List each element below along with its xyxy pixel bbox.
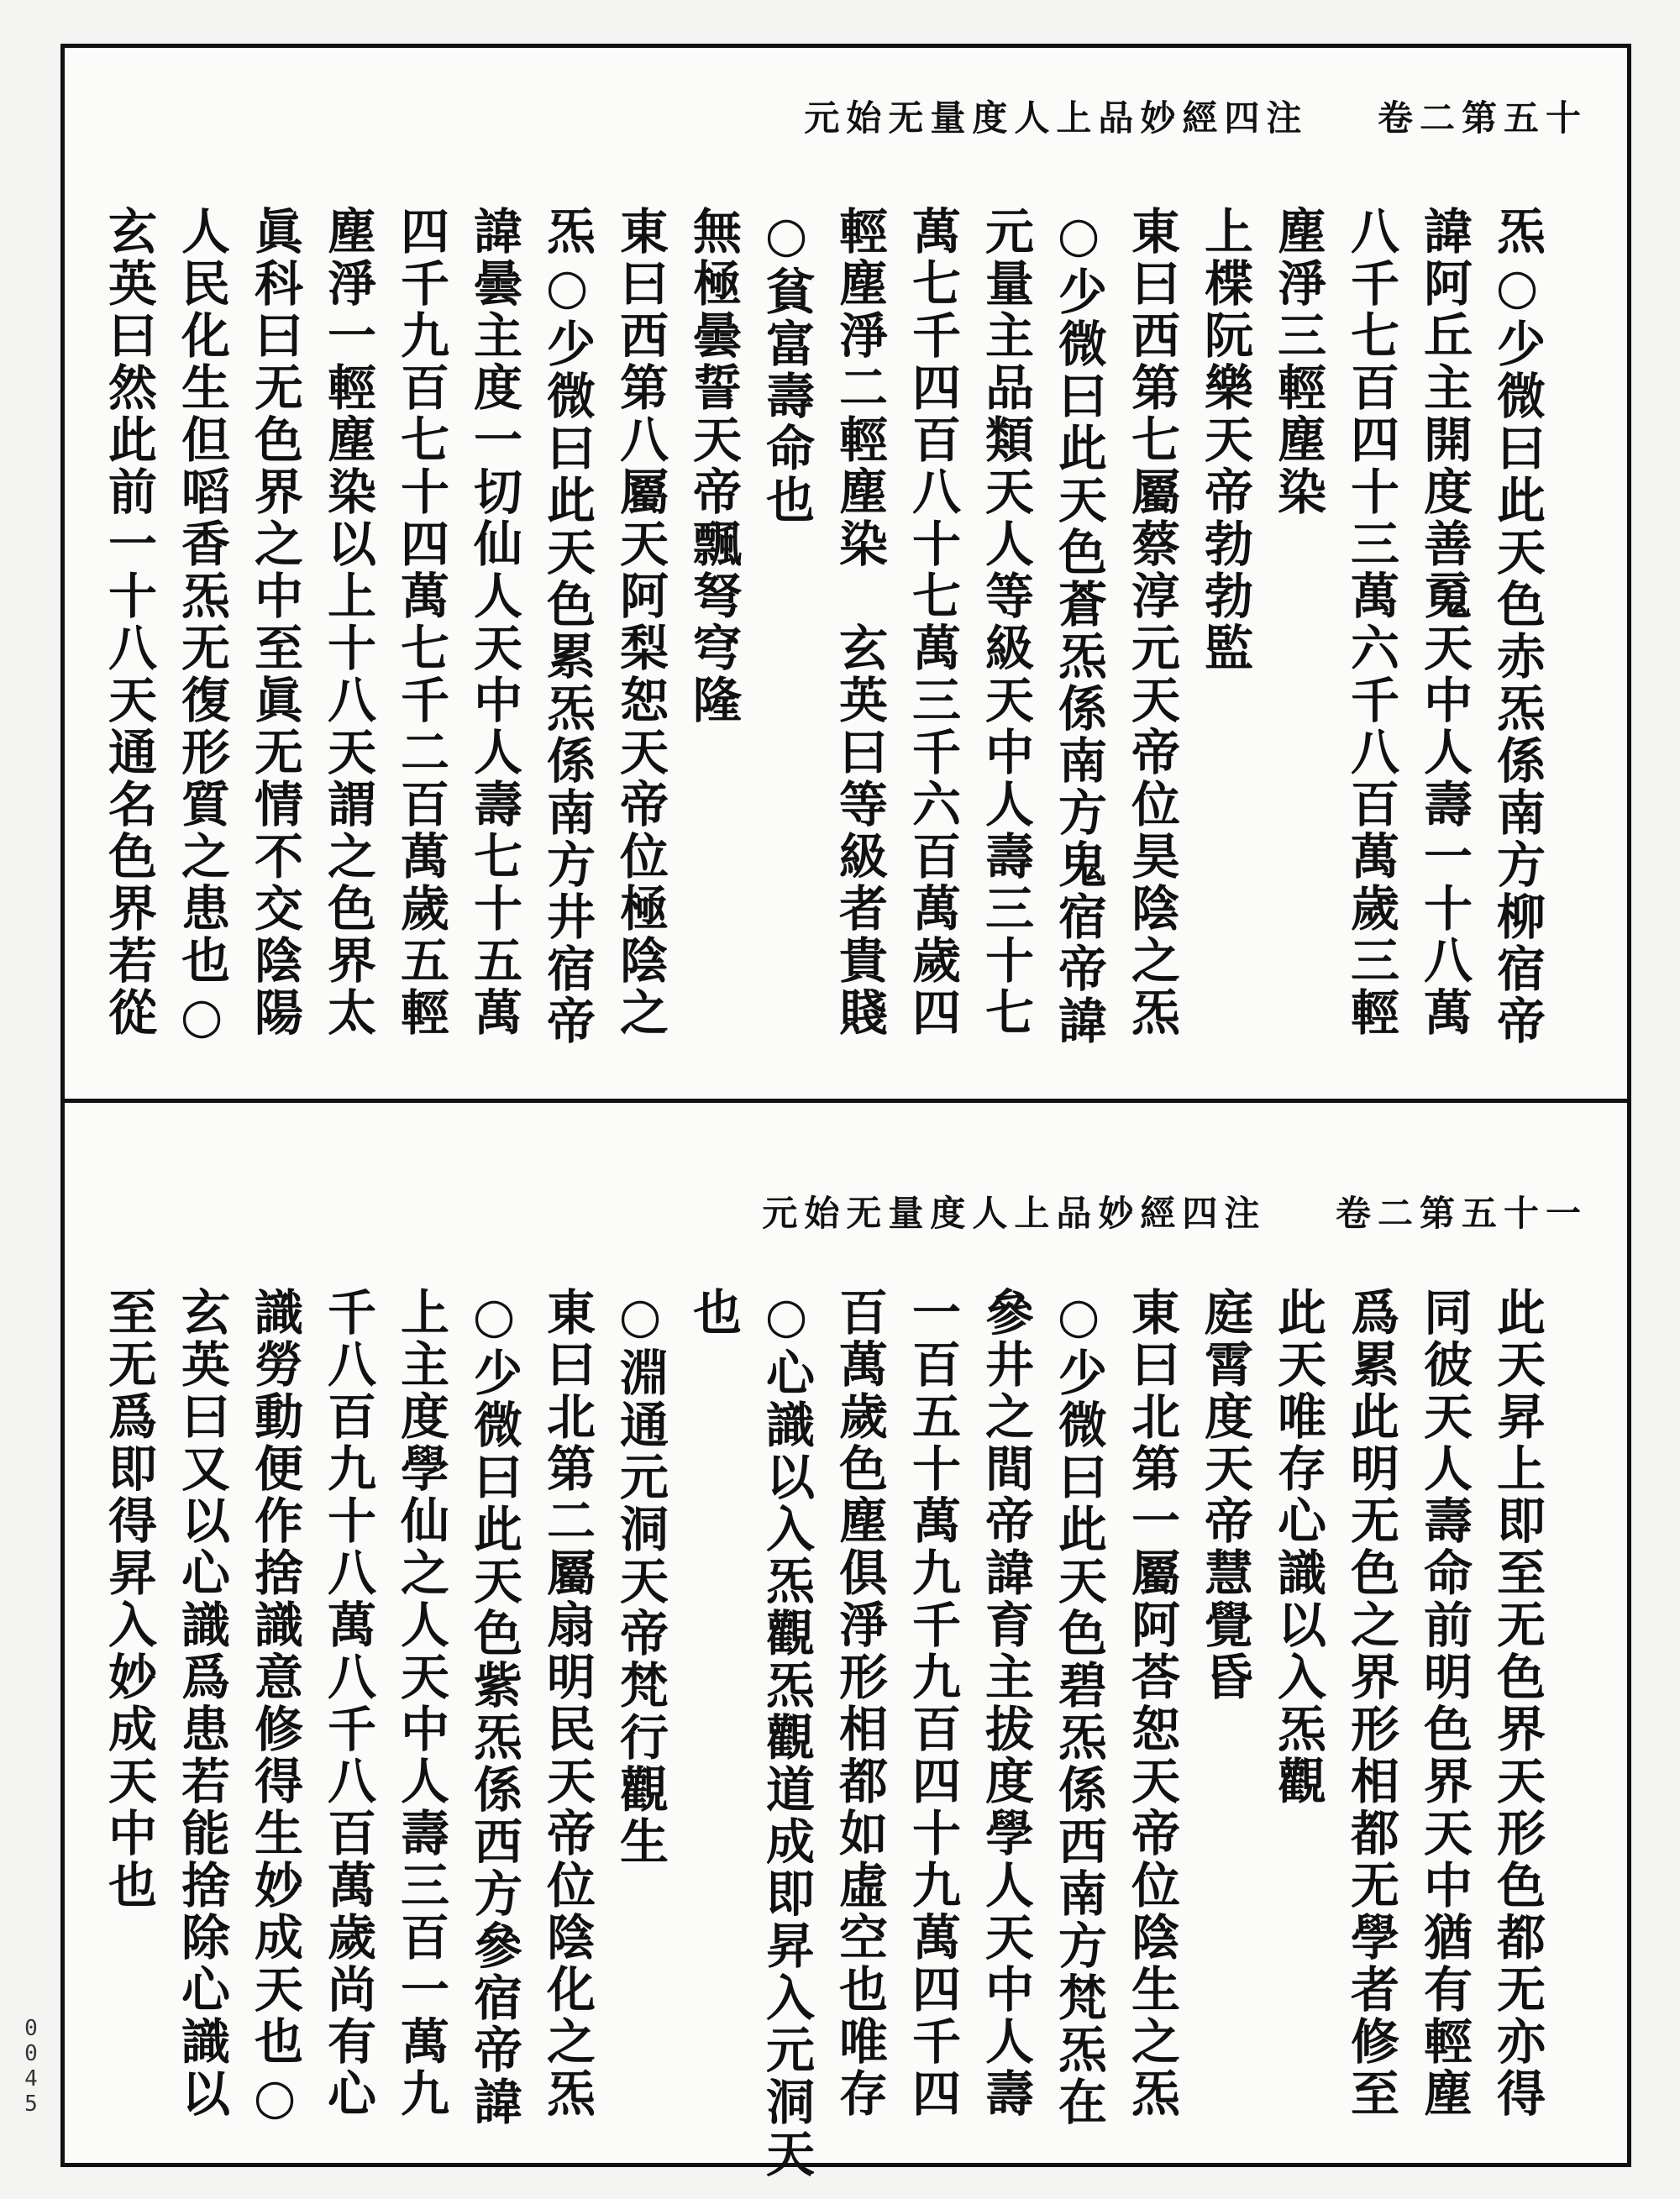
top-panel-text-column: 塵淨一輕塵染以上十八天謂之色界太 bbox=[319, 206, 376, 1039]
bottom-panel-text-column: 參井之間帝諱育主拔度學人天中人壽 bbox=[977, 1287, 1034, 2120]
bottom-panel-text-column: 百萬歲色塵俱淨形相都如虛空也唯存 bbox=[831, 1287, 888, 2120]
bottom-panel-text-column: 此天昇上即至无色界天形色都无亦得 bbox=[1488, 1287, 1546, 2120]
bottom-panel-text-column: 同彼天人壽命前明色界天中猶有輕塵 bbox=[1415, 1287, 1473, 2120]
top-panel-text-column: 炁○少微曰此天色累炁係南方井宿帝 bbox=[538, 206, 596, 1047]
top-panel-text-column: 萬七千四百八十七萬三千六百萬歲四 bbox=[904, 206, 961, 1039]
bottom-panel-text-column: 至无爲即得昇入妙成天中也 bbox=[100, 1287, 157, 1912]
top-header bbox=[496, 91, 1588, 143]
top-header-juan: 卷二第五十 bbox=[1377, 97, 1588, 139]
bottom-panel-text-column: 一百五十萬九千九百四十九萬四千四 bbox=[904, 1287, 961, 2120]
top-panel-text-column: 諱阿丘主開度善䰟天中人壽一十八萬 bbox=[1415, 206, 1473, 1039]
top-panel-text-column: 塵淨三輕塵染 bbox=[1269, 206, 1326, 518]
bottom-panel-text-column: 爲累此明无色之界形相都无學者修至 bbox=[1342, 1287, 1399, 2120]
bottom-panel-text-column: 千八百九十八萬八千八百萬歲尚有心 bbox=[319, 1287, 376, 2120]
top-header-title: 元始无量度人上品妙經四注 bbox=[804, 97, 1309, 139]
bottom-panel-text-column: 玄英曰又以心識爲患若能捨除心識以 bbox=[173, 1287, 230, 2120]
bottom-header bbox=[496, 1186, 1588, 1238]
top-panel-text-column: 無極曇誓天帝飄弩穹隆 bbox=[685, 206, 742, 727]
bottom-panel-text-column: ○淵通元洞天帝梵行觀生 bbox=[612, 1287, 669, 1868]
top-panel-text-column: 眞科曰无色界之中至眞无情不交陰陽 bbox=[246, 206, 303, 1039]
bottom-panel-text-column: 東曰北第二屬扇明民天帝位陰化之炁 bbox=[538, 1287, 596, 2120]
top-panel-text-column: 輕塵淨二輕塵染 玄英曰等級者貴賤 bbox=[831, 206, 888, 1039]
page-number: 0045 bbox=[24, 2016, 38, 2117]
top-panel-text-column: 人民化生但㗖香炁无復形質之患也○ bbox=[173, 206, 230, 1047]
bottom-panel bbox=[0, 1100, 1680, 2184]
bottom-panel-text-column: ○少微曰此天色碧炁係西南方梵炁在 bbox=[1050, 1287, 1107, 2128]
bottom-panel-text-column: 庭霄度天帝慧覺昏 bbox=[1196, 1287, 1253, 1703]
bottom-panel-text-column: 東曰北第一屬阿荅恕天帝位陰生之炁 bbox=[1123, 1287, 1180, 2120]
top-panel-text-column: ○少微曰此天色蒼炁係南方鬼宿帝諱 bbox=[1050, 206, 1107, 1047]
top-panel-text-column: ○貧富壽命也 bbox=[758, 206, 815, 527]
bottom-panel-text-column: ○心識以入炁觀炁觀道成即昇入元洞天 bbox=[758, 1287, 815, 2181]
top-panel-text-column: 上楪阮樂天帝勃勃監 bbox=[1196, 206, 1253, 674]
top-panel-text-column: 東曰西第七屬蔡淳元天帝位昊陰之炁 bbox=[1123, 206, 1180, 1039]
bottom-header-title: 元始无量度人上品妙經四注 bbox=[762, 1193, 1267, 1234]
top-panel-text-column: 八千七百四十三萬六千八百萬歲三輕 bbox=[1342, 206, 1399, 1039]
bottom-header-juan: 卷二第五十一 bbox=[1335, 1193, 1588, 1234]
top-panel-text-column: 玄英曰然此前一十八天通名色界若從 bbox=[100, 206, 157, 1039]
bottom-panel-text-column: 上主度學仙之人天中人壽三百一萬九 bbox=[392, 1287, 449, 2120]
top-panel-text-column: 元量主品類天人等級天中人壽三十七 bbox=[977, 206, 1034, 1039]
top-panel-text-column: 東曰西第八屬天阿梨恕天帝位極陰之 bbox=[612, 206, 669, 1039]
bottom-panel-text-column: ○少微曰此天色紫炁係西方參宿帝諱 bbox=[465, 1287, 522, 2128]
top-panel-text-column: 諱曇主度一切仙人天中人壽七十五萬 bbox=[465, 206, 522, 1039]
bottom-panel-text-column: 也 bbox=[685, 1287, 742, 1339]
bottom-panel-text-column: 識勞動便作捨識意修得生妙成天也○ bbox=[246, 1287, 303, 2128]
bottom-panel-text-column: 此天唯存心識以入炁觀 bbox=[1269, 1287, 1326, 1808]
top-panel-text-column: 炁○少微曰此天色赤炁係南方柳宿帝 bbox=[1488, 206, 1546, 1047]
top-panel-text-column: 四千九百七十四萬七千二百萬歲五輕 bbox=[392, 206, 449, 1039]
